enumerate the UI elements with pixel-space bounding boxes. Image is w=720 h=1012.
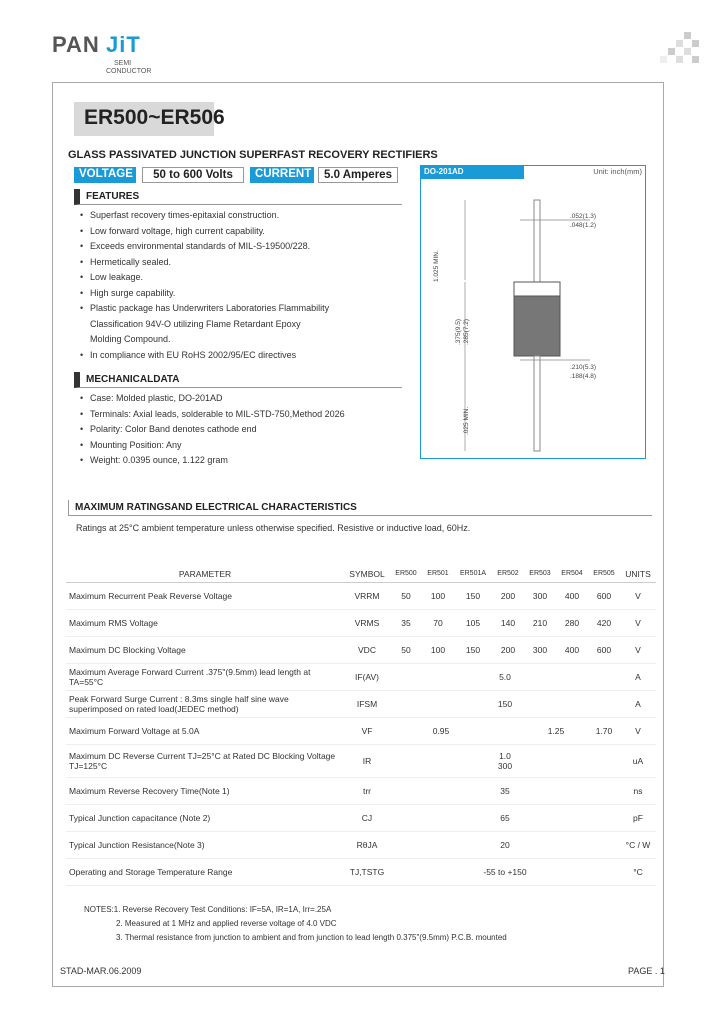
logo-sub-conductor: CONDUCTOR: [106, 68, 152, 75]
dim-body-dia-2: .188(4.8): [570, 373, 597, 380]
table-cell: 400: [556, 636, 588, 663]
dim-lead-length-2: .025 MIN.: [463, 406, 470, 435]
table-cell: VF: [344, 717, 390, 744]
diode-outline: [420, 180, 646, 459]
table-cell: 200: [492, 582, 524, 609]
list-item: • Case: Molded plastic, DO-201AD: [80, 391, 410, 407]
current-label: CURRENT: [250, 167, 314, 183]
table-header-row: [66, 566, 656, 582]
spec-table: [66, 566, 656, 886]
table-cell: 140: [492, 609, 524, 636]
table-cell: Maximum Reverse Recovery Time(Note 1): [66, 777, 344, 804]
list-item: • In compliance with EU RoHS 2002/95/EC directives: [80, 348, 330, 364]
table-cell: 70: [422, 609, 454, 636]
table-cell: Maximum DC Reverse Current TJ=25°C at Rated DC Blocking Voltage TJ=125°C: [66, 744, 344, 777]
table-cell: Typical Junction capacitance (Note 2): [66, 804, 344, 831]
table-cell: V: [620, 717, 656, 744]
table-row: [66, 831, 656, 858]
table-cell: trr: [344, 777, 390, 804]
table-row: [66, 663, 656, 690]
table-cell: 600: [588, 582, 620, 609]
table-cell: [492, 717, 524, 744]
table-cell: A: [620, 690, 656, 717]
current-value: 5.0 Amperes: [318, 167, 398, 183]
table-cell: °C / W: [620, 831, 656, 858]
ratings-heading: MAXIMUM RATINGSAND ELECTRICAL CHARACTERISTICS: [68, 500, 652, 516]
table-cell: 300: [524, 636, 556, 663]
table-cell: 420: [588, 609, 620, 636]
table-row: [66, 636, 656, 663]
list-item: • High surge capability.: [80, 286, 330, 302]
table-cell: IFSM: [344, 690, 390, 717]
table-header-cell: SYMBOL: [344, 566, 390, 582]
dim-body-length-1: .375(9.5): [455, 318, 462, 345]
list-item: • Polarity: Color Band denotes cathode end: [80, 422, 410, 438]
table-cell: °C: [620, 858, 656, 885]
table-row: [66, 690, 656, 717]
table-cell: VRMS: [344, 609, 390, 636]
table-cell: IR: [344, 744, 390, 777]
table-header-cell: UNITS: [620, 566, 656, 582]
note-2: 2. Measured at 1 MHz and applied reverse voltage of 4.0 VDC: [116, 919, 337, 928]
table-cell: VDC: [344, 636, 390, 663]
table-cell: 150: [390, 690, 620, 717]
note-1: NOTES:1. Reverse Recovery Test Conditions: IF=5A, IR=1A, Irr=.25A: [84, 905, 332, 914]
table-cell: pF: [620, 804, 656, 831]
logo-pan: PAN: [52, 32, 100, 57]
logo-sub-semi: SEMI: [114, 60, 132, 67]
table-cell: 1.25: [524, 717, 588, 744]
subtitle: GLASS PASSIVATED JUNCTION SUPERFAST RECOVERY RECTIFIERS: [68, 149, 438, 161]
table-cell: Peak Forward Surge Current : 8.3ms single half sine wave superimposed on rated load(JEDEC method): [66, 690, 344, 717]
dim-lead-dia-1: .052(1.3): [570, 213, 597, 220]
table-cell: RθJA: [344, 831, 390, 858]
table-cell: 1.70: [588, 717, 620, 744]
page-title: ER500~ER506: [84, 106, 225, 129]
table-cell: 50: [390, 636, 422, 663]
table-cell: Typical Junction Resistance(Note 3): [66, 831, 344, 858]
list-item: • Terminals: Axial leads, solderable to MIL-STD-750,Method 2026: [80, 407, 410, 423]
table-header-cell: ER501A: [454, 566, 492, 582]
table-cell: 105: [454, 609, 492, 636]
table-cell: V: [620, 582, 656, 609]
table-cell: IF(AV): [344, 663, 390, 690]
table-cell: Maximum DC Blocking Voltage: [66, 636, 344, 663]
table-cell: 400: [556, 582, 588, 609]
table-cell: 5.0: [390, 663, 620, 690]
list-item: • Exceeds environmental standards of MIL-S-19500/228.: [80, 239, 330, 255]
decorative-squares-icon: [660, 32, 700, 72]
table-cell: V: [620, 609, 656, 636]
table-header-cell: ER501: [422, 566, 454, 582]
features-heading: FEATURES: [74, 189, 402, 205]
dim-lead-length: 1.025 MIN.: [433, 250, 440, 282]
table-header-cell: ER500: [390, 566, 422, 582]
footer-date: STAD-MAR.06.2009: [60, 966, 142, 976]
dim-lead-dia-2: .048(1.2): [570, 222, 597, 229]
logo-subtitle: [106, 60, 151, 76]
table-header-cell: ER505: [588, 566, 620, 582]
table-cell: 150: [454, 636, 492, 663]
table-header-cell: PARAMETER: [66, 566, 344, 582]
table-row: [66, 717, 656, 744]
table-cell: 200: [492, 636, 524, 663]
table-cell: Maximum RMS Voltage: [66, 609, 344, 636]
table-cell: Maximum Recurrent Peak Reverse Voltage: [66, 582, 344, 609]
package-unit: Unit: inch(mm): [593, 167, 642, 176]
list-item: • Low leakage.: [80, 270, 330, 286]
note-3: 3. Thermal resistance from junction to ambient and from junction to lead length 0.375"(9.5mm) P.C.B. mounted: [116, 933, 507, 942]
table-cell: A: [620, 663, 656, 690]
table-row: [66, 609, 656, 636]
list-item: • Superfast recovery times-epitaxial construction.: [80, 208, 330, 224]
table-cell: 1.0 300: [390, 744, 620, 777]
voltage-value: 50 to 600 Volts: [142, 167, 244, 183]
table-cell: 35: [390, 609, 422, 636]
table-cell: 600: [588, 636, 620, 663]
list-item: • Mounting Position: Any: [80, 438, 410, 454]
table-cell: 50: [390, 582, 422, 609]
list-item: • Plastic package has Underwriters Laboratories Flammability Classification 94V-O utilizing Flame Retardant Epoxy Molding Compound.: [80, 301, 330, 348]
table-header-cell: ER502: [492, 566, 524, 582]
table-cell: 20: [390, 831, 620, 858]
table-row: [66, 804, 656, 831]
list-item: • Low forward voltage, high current capability.: [80, 224, 330, 240]
table-cell: 100: [422, 582, 454, 609]
ratings-note: Ratings at 25°C ambient temperature unless otherwise specified. Resistive or inductive load, 60Hz.: [76, 523, 471, 533]
dim-body-length-2: .285(7.2): [463, 318, 470, 345]
table-cell: Maximum Average Forward Current .375"(9.5mm) lead length at TA=55°C: [66, 663, 344, 690]
table-cell: 280: [556, 609, 588, 636]
mechanical-list: [80, 391, 410, 469]
table-cell: 210: [524, 609, 556, 636]
table-cell: -55 to +150: [390, 858, 620, 885]
package-name: DO-201AD: [420, 165, 524, 179]
table-header-cell: ER503: [524, 566, 556, 582]
table-cell: 35: [390, 777, 620, 804]
dim-body-dia-1: .210(5.3): [570, 364, 597, 371]
list-item: • Hermetically sealed.: [80, 255, 330, 271]
table-cell: TJ,TSTG: [344, 858, 390, 885]
table-row: [66, 777, 656, 804]
table-row: [66, 858, 656, 885]
notes: [84, 903, 507, 945]
table-cell: 300: [524, 582, 556, 609]
table-cell: ns: [620, 777, 656, 804]
table-cell: CJ: [344, 804, 390, 831]
table-cell: uA: [620, 744, 656, 777]
logo-jit: JiT: [106, 32, 141, 57]
features-list: [80, 208, 330, 363]
table-cell: V: [620, 636, 656, 663]
table-row: [66, 582, 656, 609]
table-cell: 65: [390, 804, 620, 831]
list-item: • Weight: 0.0395 ounce, 1.122 gram: [80, 453, 410, 469]
table-cell: 0.95: [390, 717, 492, 744]
table-cell: Maximum Forward Voltage at 5.0A: [66, 717, 344, 744]
table-cell: VRRM: [344, 582, 390, 609]
table-header-cell: ER504: [556, 566, 588, 582]
table-cell: Operating and Storage Temperature Range: [66, 858, 344, 885]
table-row: [66, 744, 656, 777]
footer-page: PAGE . 1: [628, 966, 665, 976]
table-cell: 100: [422, 636, 454, 663]
voltage-label: VOLTAGE: [74, 167, 136, 183]
table-cell: 150: [454, 582, 492, 609]
mechanical-heading: MECHANICALDATA: [74, 372, 402, 388]
